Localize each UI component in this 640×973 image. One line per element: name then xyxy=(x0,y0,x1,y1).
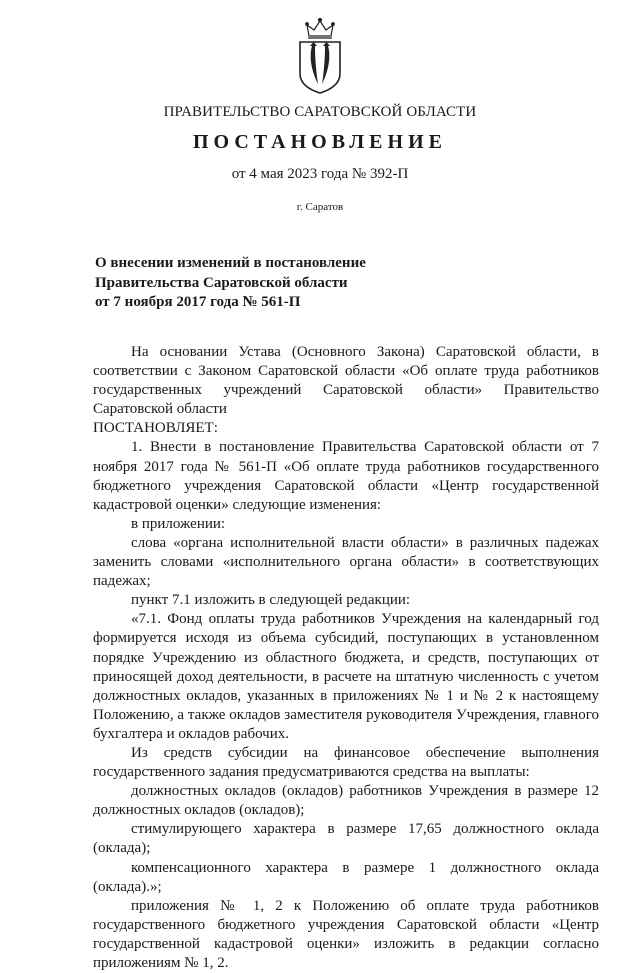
paragraph: в приложении: xyxy=(131,515,226,532)
paragraph: слова «органа исполнительной власти области» в различных падежах заменить словами «исполнительного органа области» в соответствующих падежах; xyxy=(93,534,599,590)
organization-name: ПРАВИТЕЛЬСТВО САРАТОВСКОЙ ОБЛАСТИ xyxy=(163,104,477,120)
paragraph: должностных окладов (окладов) работников Учреждения в размере 12 должностных окладов (окладов); xyxy=(93,783,599,819)
paragraph: стимулирующего характера в размере 17,65 должностного оклада (оклада); xyxy=(93,821,599,857)
paragraph: Из средств субсидии на финансовое обеспечение выполнения государственного задания предусматриваются средства на выплаты: xyxy=(93,744,599,781)
subject-line: О внесении изменений в постановление xyxy=(95,255,366,271)
paragraph: приложения № 1, 2 к Положению об оплате труда работников государственного бюджетного учреждения Саратовской области «Центр государственной кадастровой оценки» изложить в редакции согласно приложениям № 1, 2. xyxy=(93,897,599,971)
document-subject xyxy=(95,254,435,313)
paragraph-item-1: 1. Внести в постановление Правительства Саратовской области от 7 ноября 2017 года № 561-П «Об оплате труда работников государственного бюджетного учреждения Саратовской области «Центр государственной кадастровой оценки» следующие изменения: xyxy=(93,439,599,513)
document-body xyxy=(93,343,599,973)
document-kind: ПОСТАНОВЛЕНИЕ xyxy=(193,131,447,153)
subject-line: Правительства Саратовской области xyxy=(95,274,348,291)
paragraph-7-1: «7.1. Фонд оплаты труда работников Учреждения на календарный год формируется исходя из объема субсидий, поступающих в установленном порядке Учреждению из областного бюджета, и средств, поступающих от приносящей доход деятельности, в расчете на штатную численность с учетом должностных окладов, указанных в приложениях № 1 и № 2 к настоящему Положению, а также окладов заместителя руководителя Учреждения, главного бухгалтера и окладов рабочих. xyxy=(93,611,599,742)
saratov-coat-of-arms-icon xyxy=(296,16,344,94)
paragraph-basis: На основании Устава (Основного Закона) Саратовской области, в соответствии с Законом Саратовской области «Об оплате труда работников государственных учреждений Саратовской области» Правительство Саратовской области xyxy=(93,344,599,418)
document-city: г. Саратов xyxy=(296,201,344,213)
decision-word: ПОСТАНОВЛЯЕТ: xyxy=(93,420,218,437)
paragraph: компенсационного характера в размере 1 должностного оклада (оклада).»; xyxy=(93,859,599,895)
subject-line: от 7 ноября 2017 года № 561-П xyxy=(95,294,301,310)
document-date-number: от 4 мая 2023 года № 392-П xyxy=(231,166,409,182)
paragraph: пункт 7.1 изложить в следующей редакции: xyxy=(131,592,411,609)
